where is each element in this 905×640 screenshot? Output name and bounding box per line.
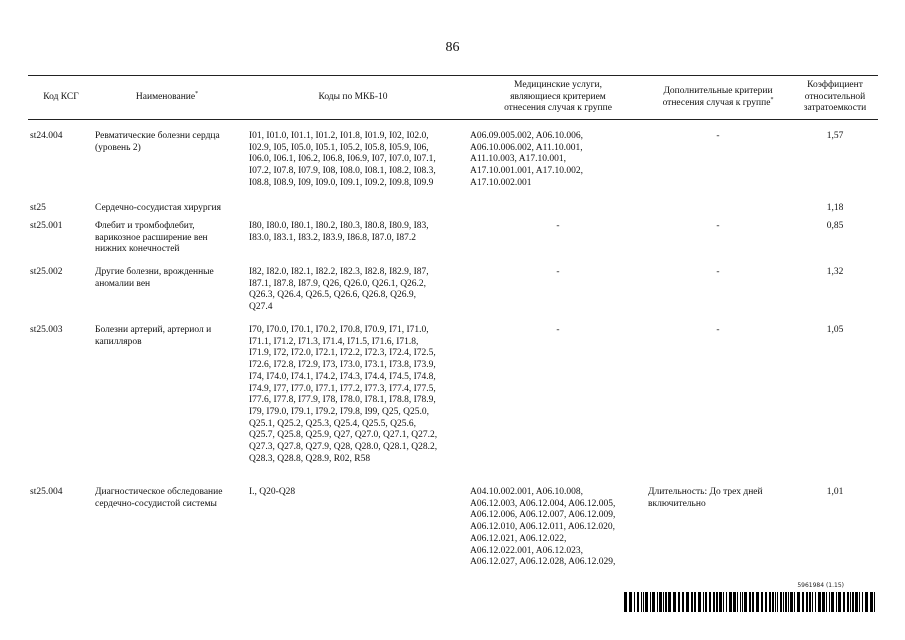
header-name-label: Наименование* xyxy=(135,90,199,102)
barcode-bar xyxy=(634,592,635,612)
barcode-bar xyxy=(822,592,825,612)
barcode-bar xyxy=(761,592,763,612)
barcode-bar xyxy=(737,592,738,612)
barcode-bar xyxy=(852,592,854,612)
header-code xyxy=(30,77,92,118)
barcode-bar xyxy=(870,592,873,612)
table-header-rule xyxy=(28,119,878,120)
row-coefficient: 1,32 xyxy=(826,267,844,277)
barcode-bar xyxy=(785,592,787,612)
row-services: - xyxy=(556,221,560,231)
barcode-bar xyxy=(682,592,684,612)
row-services: A06.09.005.002, A06.10.006, A06.10.006.002, A11.10.001, A11.10.003, A17.10.001, A17.10.001.001, A17.10.002, A17.10.002.001 xyxy=(470,131,583,188)
barcode-bar xyxy=(756,592,759,612)
row-name: Ревматические болезни сердца (уровень 2) xyxy=(95,131,220,153)
barcode-bar xyxy=(836,592,837,612)
barcode-bar xyxy=(645,592,648,612)
barcode-bar xyxy=(806,592,808,612)
header-extra-criteria xyxy=(648,77,788,118)
row-services: - xyxy=(556,267,560,277)
barcode-bar xyxy=(797,592,800,612)
row-services: - xyxy=(556,325,560,335)
barcode-bar xyxy=(772,592,774,612)
row-code: st25 xyxy=(30,203,46,213)
barcode-bar xyxy=(652,592,655,612)
row-extra-criteria: - xyxy=(716,221,720,231)
barcode-bar xyxy=(686,592,689,612)
barcode-bar xyxy=(713,592,715,612)
row-code: st25.001 xyxy=(30,221,63,231)
barcode-bar xyxy=(788,592,789,612)
row-name: Болезни артерий, артериол и капилляров xyxy=(95,325,212,347)
barcode-bar xyxy=(657,592,658,612)
barcode-bar xyxy=(744,592,747,612)
barcode-bar xyxy=(703,592,704,612)
row-code: st25.003 xyxy=(30,325,63,335)
barcode-bar xyxy=(673,592,676,612)
barcode-bar xyxy=(850,592,851,612)
barcode-bar xyxy=(790,592,793,612)
header-icd-label: Коды по МКБ-10 xyxy=(318,91,388,102)
row-name: Флебит и тромбофлебит, варикозное расширение вен нижних конечностей xyxy=(95,221,208,255)
barcode-bar xyxy=(665,592,667,612)
row-icd-codes: I01, I01.0, I01.1, I01.2, I01.8, I01.9, I02, I02.0, I02.9, I05, I05.0, I05.1, I05.2, I05.8, I05.9, I06, I06.0, I06.1, I06.2, I06.8, I06.9, I07, I07.0, I07.1, I07.2, I07.8, I07.9, I08, I08.0, I08.1, I08.2, I08.3, I08.8, I08.9, I09, I09.0, I09.1, I09.2, I09.8, I09.9 xyxy=(249,131,436,188)
barcode-bar xyxy=(624,592,627,612)
barcode-caption: 5961984 (1.15) xyxy=(797,582,844,589)
barcode-bar xyxy=(629,592,632,612)
row-extra-criteria: - xyxy=(716,325,720,335)
header-code-label: Код КСГ xyxy=(43,91,79,102)
barcode-bar xyxy=(775,592,776,612)
barcode-bar xyxy=(678,592,680,612)
barcode-bar xyxy=(709,592,711,612)
barcode-bar xyxy=(691,592,693,612)
barcode-bar xyxy=(716,592,718,612)
barcode-bar xyxy=(698,592,701,612)
row-extra-criteria: - xyxy=(716,131,720,141)
barcode-bar xyxy=(740,592,741,612)
barcode-bar xyxy=(812,592,813,612)
row-coefficient: 1,05 xyxy=(826,325,844,335)
barcode-bar xyxy=(729,592,732,612)
barcode-bar xyxy=(650,592,651,612)
barcode-bar xyxy=(637,592,639,612)
barcode-bar xyxy=(705,592,707,612)
row-coefficient: 1,01 xyxy=(826,487,844,497)
barcode-bar xyxy=(752,592,754,612)
barcode-bar xyxy=(826,592,827,612)
barcode-bar xyxy=(783,592,784,612)
barcode-bar xyxy=(769,592,771,612)
row-code: st25.004 xyxy=(30,487,63,497)
table-top-rule xyxy=(28,75,878,76)
barcode-bar xyxy=(733,592,736,612)
barcode-bar xyxy=(641,592,642,612)
barcode-bar xyxy=(859,592,860,612)
barcode-bar xyxy=(765,592,767,612)
barcode-bar xyxy=(855,592,858,612)
barcode-bar xyxy=(777,592,778,612)
barcode-bar xyxy=(809,592,811,612)
barcode-bar xyxy=(862,592,863,612)
barcode-bar xyxy=(843,592,845,612)
header-name xyxy=(92,77,242,118)
barcode-bar xyxy=(847,592,849,612)
barcode-bar xyxy=(802,592,804,612)
header-coefficient xyxy=(792,77,878,118)
header-name-mark: * xyxy=(195,90,199,97)
row-icd-codes: I70, I70.0, I70.1, I70.2, I70.8, I70.9, I71, I71.0, I71.1, I71.2, I71.3, I71.4, I71.5, I71.6, I71.8, I71.9, I72, I72.0, I72.1, I72.2, I72.3, I72.4, I72.5, I72.6, I72.8, I72.9, I73, I73.0, I73.1, I73.8, I73.9, I74, I74.0, I74.1, I74.2, I74.3, I74.4, I74.5, I74.8, I74.9, I77, I77.0, I77.1, I77.2, I77.3, I77.4, I77.5, I77.6, I77.8, I77.9, I78, I78.0, I78.1, I78.8, I78.9, I79, I79.0, I79.1, I79.2, I79.8, I99, Q25, Q25.0, Q25.1, Q25.2, Q25.3, Q25.4, Q25.5, Q25.6, Q25.7, Q25.8, Q25.9, Q27, Q27.0, Q27.1, Q27.2, Q27.3, Q27.8, Q27.9, Q28, Q28.0, Q28.1, Q28.2, Q28.3, Q28.8, Q28.9, R02, R58 xyxy=(249,325,438,464)
header-services xyxy=(468,77,648,118)
row-name: Другие болезни, врожденные аномалии вен xyxy=(95,267,214,289)
header-extra-label: Дополнительные критерии отнесения случая к группе* xyxy=(662,86,774,108)
barcode-bar xyxy=(726,592,727,612)
row-extra-criteria: Длительность: До трех дней включительно xyxy=(648,487,763,509)
header-coefficient-label: Коэффициент относительной затратоемкости xyxy=(803,80,867,114)
barcode-bar xyxy=(818,592,821,612)
row-coefficient: 0,85 xyxy=(826,221,844,231)
row-code: st25.002 xyxy=(30,267,63,277)
barcode-bar xyxy=(668,592,671,612)
row-extra-criteria: - xyxy=(716,267,720,277)
barcode-bar xyxy=(865,592,868,612)
barcode-bar xyxy=(749,592,751,612)
barcode-bar xyxy=(780,592,782,612)
header-extra-mark: * xyxy=(770,96,774,103)
barcode-bar xyxy=(719,592,722,612)
barcode-image xyxy=(624,592,876,612)
row-coefficient: 1,57 xyxy=(826,131,844,141)
row-name: Сердечно-сосудистая хирургия xyxy=(95,203,222,213)
barcode-bar xyxy=(794,592,795,612)
barcode-bar xyxy=(815,592,816,612)
barcode-bar xyxy=(874,592,875,612)
barcode-bar xyxy=(838,592,841,612)
page-number: 86 xyxy=(445,40,460,55)
row-coefficient: 1,18 xyxy=(826,203,844,213)
barcode-bar xyxy=(659,592,662,612)
barcode-bar xyxy=(829,592,830,612)
row-services: A04.10.002.001, A06.10.008, A06.12.003, A06.12.004, A06.12.005, A06.12.006, A06.12.007, A06.12.009, A06.12.010, A06.12.011, A06.12.020, A06.12.021, A06.12.022, A06.12.022.001, A06.12.023, A06.12.027, A06.12.028, A06.12.029, xyxy=(470,487,616,568)
row-code: st24.004 xyxy=(30,131,63,141)
header-icd xyxy=(244,77,462,118)
row-name: Диагностическое обследование сердечно-сосудистой системы xyxy=(95,487,223,509)
row-icd-codes: I80, I80.0, I80.1, I80.2, I80.3, I80.8, I80.9, I83, I83.0, I83.1, I83.2, I83.9, I86.8, I87.0, I87.2 xyxy=(249,221,429,243)
row-icd-codes: I82, I82.0, I82.1, I82.2, I82.3, I82.8, I82.9, I87, I87.1, I87.8, I87.9, Q26, Q26.0, Q26.1, Q26.2, Q26.3, Q26.4, Q26.5, Q26.6, Q26.8, Q26.9, Q27.4 xyxy=(249,267,429,313)
header-services-label: Медицинские услуги, являющиеся критерием отнесения случая к группе xyxy=(504,80,612,114)
barcode-bar xyxy=(742,592,743,612)
barcode-bar xyxy=(663,592,664,612)
row-icd-codes: I., Q20-Q28 xyxy=(249,487,296,497)
barcode-bar xyxy=(694,592,696,612)
barcode-bar xyxy=(643,592,644,612)
barcode-bar xyxy=(831,592,834,612)
barcode-bar xyxy=(723,592,724,612)
